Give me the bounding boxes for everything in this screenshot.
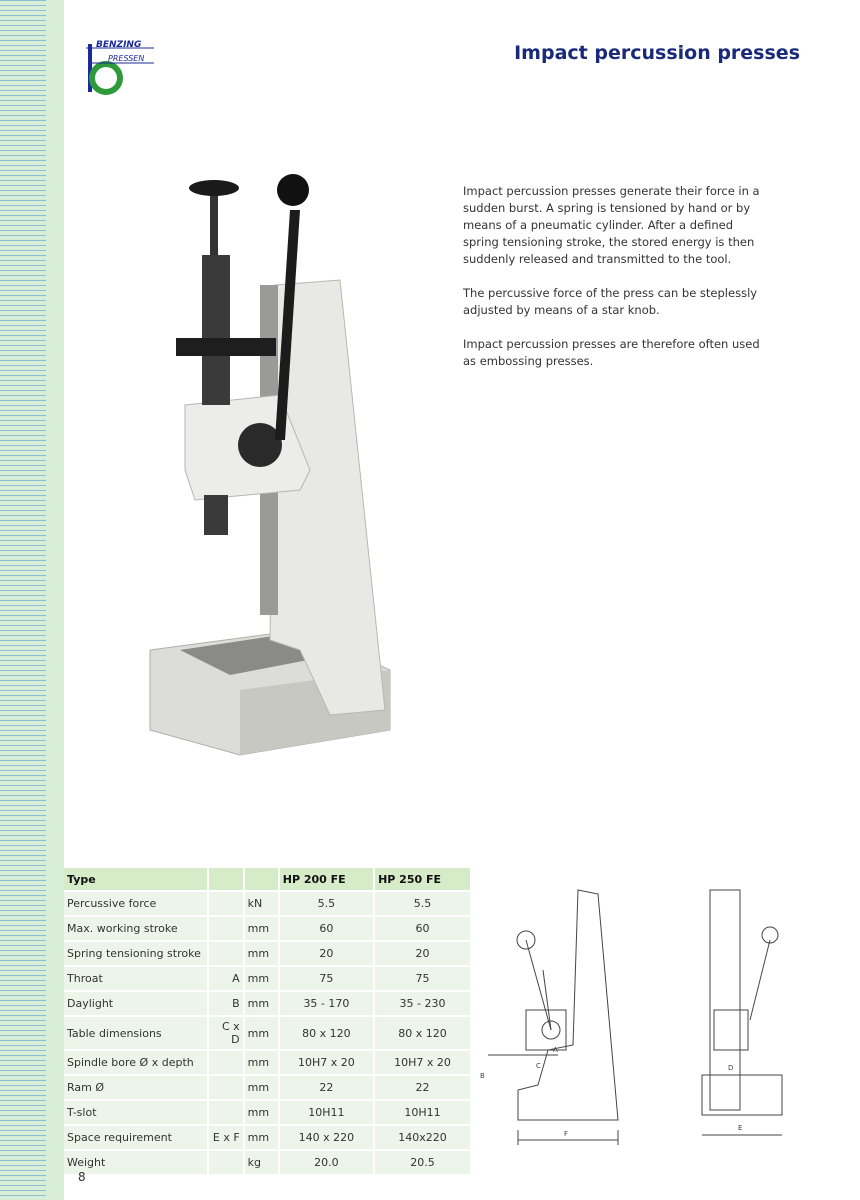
row-code — [208, 1150, 243, 1174]
intro-text — [463, 183, 763, 387]
table-body — [64, 891, 471, 1174]
row-label: Spindle bore Ø x depth — [64, 1050, 208, 1075]
row-label: Space requirement — [64, 1125, 208, 1150]
press-photo — [140, 170, 410, 760]
drawing-label-f: F — [564, 1130, 569, 1138]
row-value-model-2: 35 - 230 — [374, 991, 471, 1016]
header-unit — [244, 868, 279, 891]
row-unit: kg — [244, 1150, 279, 1174]
row-code — [208, 891, 243, 916]
row-code — [208, 1075, 243, 1100]
row-value-model-1: 22 — [279, 1075, 374, 1100]
row-unit: mm — [244, 991, 279, 1016]
row-code — [208, 941, 243, 966]
row-label: T-slot — [64, 1100, 208, 1125]
row-value-model-1: 10H7 x 20 — [279, 1050, 374, 1075]
row-code: C x D — [208, 1016, 243, 1050]
row-unit: mm — [244, 1125, 279, 1150]
intro-paragraph-2: The percussive force of the press can be steplessly adjusted by means of a star knob. — [463, 286, 758, 317]
row-value-model-2: 20.5 — [374, 1150, 471, 1174]
drawing-label-d: D — [728, 1064, 734, 1072]
row-unit: mm — [244, 966, 279, 991]
drawing-label-a: A — [553, 1046, 558, 1054]
page-title: Impact percussion presses — [514, 42, 800, 64]
row-value-model-1: 75 — [279, 966, 374, 991]
side-view-drawing — [478, 880, 638, 1150]
row-code: E x F — [208, 1125, 243, 1150]
table-row — [64, 916, 471, 941]
drawing-label-c: C — [536, 1062, 541, 1070]
row-code — [208, 916, 243, 941]
row-value-model-1: 60 — [279, 916, 374, 941]
row-value-model-2: 10H7 x 20 — [374, 1050, 471, 1075]
row-label: Percussive force — [64, 891, 208, 916]
table-row — [64, 1150, 471, 1174]
row-value-model-2: 20 — [374, 941, 471, 966]
intro-paragraph-3: Impact percussion presses are therefore often used as embossing presses. — [463, 337, 760, 368]
header-model-2: HP 250 FE — [374, 868, 471, 891]
spec-table — [64, 868, 472, 1174]
row-value-model-1: 35 - 170 — [279, 991, 374, 1016]
row-value-model-2: 5.5 — [374, 891, 471, 916]
row-unit: mm — [244, 1075, 279, 1100]
row-value-model-1: 5.5 — [279, 891, 374, 916]
row-label: Throat — [64, 966, 208, 991]
row-code: B — [208, 991, 243, 1016]
drawing-label-e: E — [738, 1124, 743, 1132]
row-value-model-1: 140 x 220 — [279, 1125, 374, 1150]
row-value-model-2: 80 x 120 — [374, 1016, 471, 1050]
table-row — [64, 1125, 471, 1150]
row-code: A — [208, 966, 243, 991]
table-row — [64, 941, 471, 966]
row-unit: mm — [244, 1016, 279, 1050]
row-value-model-2: 22 — [374, 1075, 471, 1100]
row-value-model-1: 80 x 120 — [279, 1016, 374, 1050]
header-code — [208, 868, 243, 891]
decorative-side-stripe — [0, 0, 64, 1200]
benzing-logo — [80, 38, 160, 98]
row-label: Table dimensions — [64, 1016, 208, 1050]
row-unit: mm — [244, 1100, 279, 1125]
row-label: Ram Ø — [64, 1075, 208, 1100]
row-value-model-1: 20 — [279, 941, 374, 966]
row-value-model-1: 20.0 — [279, 1150, 374, 1174]
row-value-model-2: 60 — [374, 916, 471, 941]
logo-line1: BENZING — [96, 40, 142, 50]
row-code — [208, 1050, 243, 1075]
table-row — [64, 1016, 471, 1050]
row-label: Weight — [64, 1150, 208, 1174]
table-header-row — [64, 868, 471, 891]
row-label: Spring tensioning stroke — [64, 941, 208, 966]
row-value-model-2: 10H11 — [374, 1100, 471, 1125]
table-row — [64, 1075, 471, 1100]
row-value-model-2: 75 — [374, 966, 471, 991]
row-unit: kN — [244, 891, 279, 916]
table-row — [64, 1100, 471, 1125]
header-type: Type — [64, 868, 208, 891]
logo-line2: PRESSEN — [108, 54, 145, 63]
row-label: Max. working stroke — [64, 916, 208, 941]
row-label: Daylight — [64, 991, 208, 1016]
page-number: 8 — [78, 1170, 86, 1184]
drawing-label-b: B — [480, 1072, 485, 1080]
table-row — [64, 991, 471, 1016]
row-unit: mm — [244, 916, 279, 941]
row-value-model-2: 140x220 — [374, 1125, 471, 1150]
row-unit: mm — [244, 1050, 279, 1075]
row-unit: mm — [244, 941, 279, 966]
intro-paragraph-1: Impact percussion presses generate their force in a sudden burst. A spring is tensioned by hand or by means of a pneumatic cylinder. After a defined spring tensioning stroke, the stored energy is then suddenly released and transmitted to the tool. — [463, 184, 760, 266]
row-code — [208, 1100, 243, 1125]
front-view-drawing — [690, 880, 790, 1150]
table-row — [64, 891, 471, 916]
table-row — [64, 966, 471, 991]
table-row — [64, 1050, 471, 1075]
header-model-1: HP 200 FE — [279, 868, 374, 891]
row-value-model-1: 10H11 — [279, 1100, 374, 1125]
